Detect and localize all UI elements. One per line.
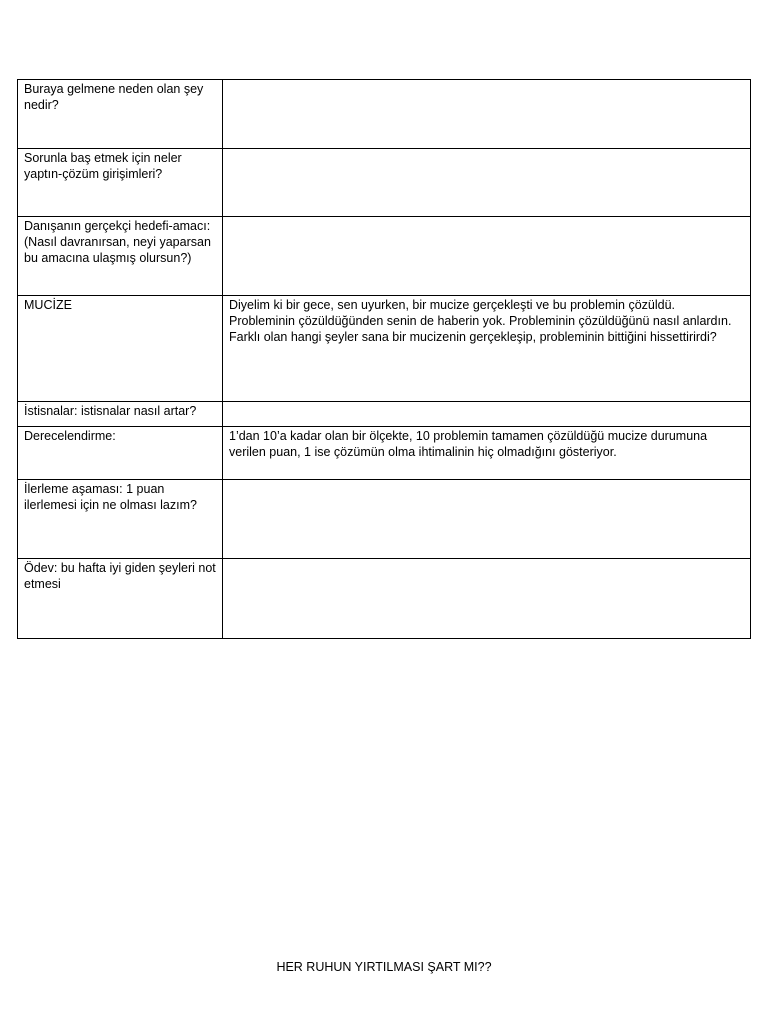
row-value-homework <box>223 559 751 639</box>
row-value-coping <box>223 149 751 217</box>
row-label-coping: Sorunla baş etmek için neler yaptın-çözüm girişimleri? <box>18 149 223 217</box>
row-label-goal: Danışanın gerçekçi hedefi-amacı: (Nasıl davranırsan, neyi yaparsan bu amacına ulaşmış olursun?) <box>18 217 223 296</box>
row-label-miracle: MUCİZE <box>18 296 223 402</box>
table-row <box>18 427 751 480</box>
table-row <box>18 402 751 427</box>
row-value-exceptions <box>223 402 751 427</box>
row-value-goal <box>223 217 751 296</box>
row-value-reason <box>223 80 751 149</box>
row-value-miracle: Diyelim ki bir gece, sen uyurken, bir mucize gerçekleşti ve bu problemin çözüldü. Probleminin çözüldüğünden senin de haberin yok. Probleminin çözüldüğünü nasıl anlardın. Farklı olan hangi şeyler sana bir mucizenin gerçekleşip, probleminin bittiğini hissettirirdi? <box>223 296 751 402</box>
table-row <box>18 559 751 639</box>
row-label-scaling: Derecelendirme: <box>18 427 223 480</box>
row-value-progress <box>223 480 751 559</box>
table-row <box>18 80 751 149</box>
table-row <box>18 480 751 559</box>
table-row <box>18 149 751 217</box>
row-label-progress: İlerleme aşaması: 1 puan ilerlemesi için ne olması lazım? <box>18 480 223 559</box>
table-row <box>18 296 751 402</box>
row-label-homework: Ödev: bu hafta iyi giden şeyleri not etmesi <box>18 559 223 639</box>
table-row <box>18 217 751 296</box>
row-value-scaling: 1’dan 10’a kadar olan bir ölçekte, 10 problemin tamamen çözüldüğü mucize durumuna verilen puan, 1 ise çözümün olma ihtimalinin hiç olmadığını gösteriyor. <box>223 427 751 480</box>
row-label-exceptions: İstisnalar: istisnalar nasıl artar? <box>18 402 223 427</box>
row-label-reason: Buraya gelmene neden olan şey nedir? <box>18 80 223 149</box>
counseling-form-table <box>17 79 751 639</box>
footer-text: HER RUHUN YIRTILMASI ŞART MI?? <box>276 960 492 974</box>
